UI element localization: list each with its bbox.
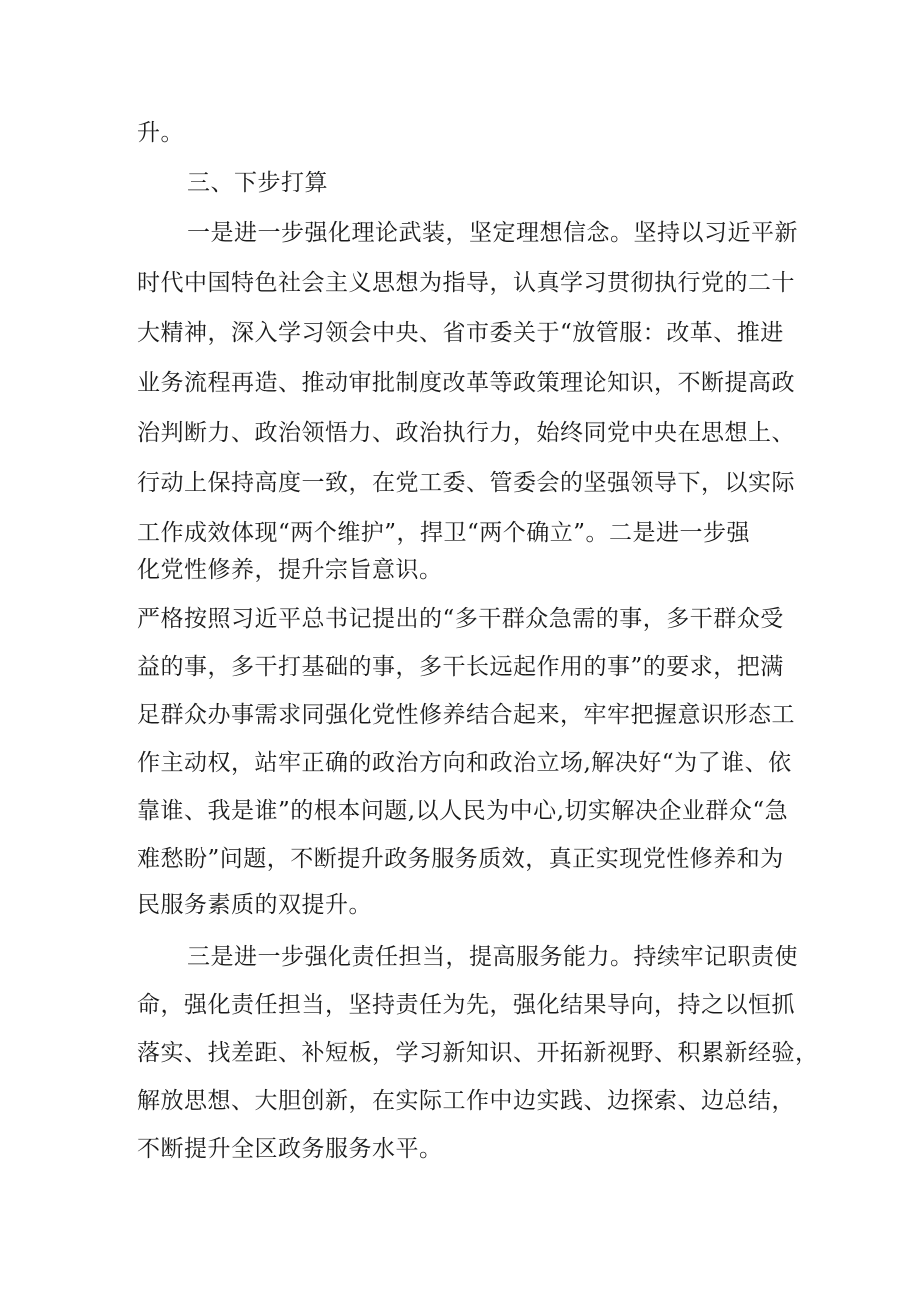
text-line: 行动上保持高度一致，在党工委、管委会的坚强领导下，以实际 <box>137 470 795 496</box>
text-line: 业务流程再造、推动审批制度改革等政策理论知识，不断提高政 <box>137 370 795 396</box>
text-line: 益的事，多干打基础的事，多干长远起作用的事”的要求，把满 <box>137 654 784 680</box>
text-line: 足群众办事需求同强化党性修养结合起来，牢牢把握意识形态工 <box>137 702 795 728</box>
text-line: 工作成效体现“两个维护”，捍卫“两个确立”。二是进一步强 <box>137 520 751 546</box>
text-line: 大精神，深入学习领会中央、省市委关于“放管服：改革、推进 <box>137 320 784 346</box>
text-line: 三是进一步强化责任担当，提高服务能力。持续牢记职责使 <box>187 944 798 970</box>
text-line: 作主动权，站牢正确的政治方向和政治立场,解决好“为了谁、依 <box>137 750 792 776</box>
text-line: 命，强化责任担当，坚持责任为先，强化结果导向，持之以恒抓 <box>137 992 795 1018</box>
text-line: 难愁盼”问题，不断提升政务服务质效，真正实现党性修养和为 <box>137 846 784 872</box>
text-line: 一是进一步强化理论武装，坚定理想信念。坚持以习近平新 <box>187 220 798 246</box>
text-line: 治判断力、政治领悟力、政治执行力，始终同党中央在思想上、 <box>137 420 795 446</box>
text-line: 不断提升全区政务服务水平。 <box>137 1136 443 1162</box>
text-line: 严格按照习近平总书记提出的“多干群众急需的事，多干群众受 <box>137 606 784 632</box>
text-line: 化党性修养，提升宗旨意识。 <box>137 557 443 583</box>
section-heading: 三、下步打算 <box>187 170 328 196</box>
text-line: 民服务素质的双提升。 <box>137 892 372 918</box>
text-line: 落实、找差距、补短板，学习新知识、开拓新视野、积累新经验， <box>137 1040 819 1066</box>
text-line: 时代中国特色社会主义思想为指导，认真学习贯彻执行党的二十 <box>137 270 795 296</box>
text-line: 解放思想、大胆创新，在实际工作中边实践、边探索、边总结， <box>137 1088 795 1114</box>
text-line: 靠谁、我是谁”的根本问题,以人民为中心,切实解决企业群众“急 <box>137 798 789 824</box>
text-line: 升。 <box>137 120 184 146</box>
